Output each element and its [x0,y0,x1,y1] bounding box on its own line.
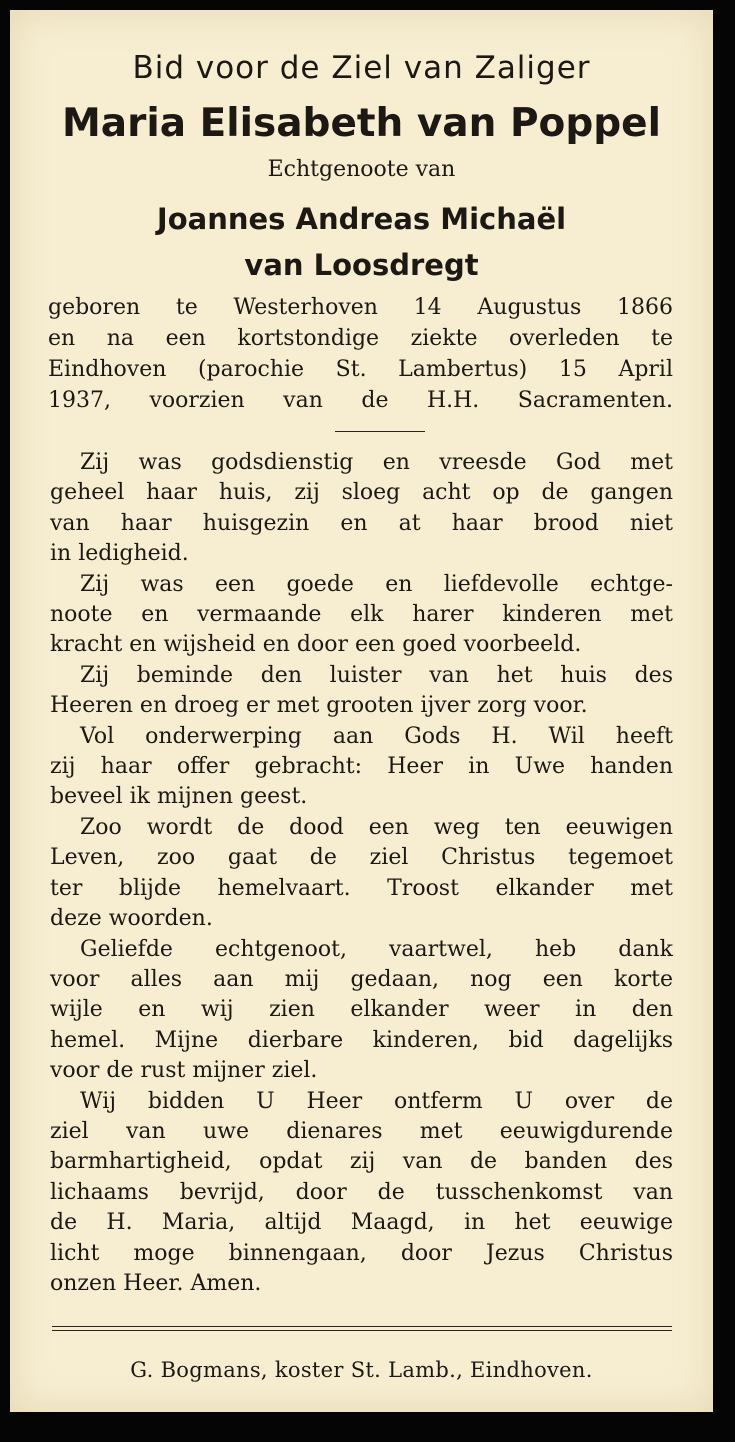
biography [48,292,673,416]
spouse-name-line: Joannes Andreas Michaël [156,202,567,236]
text-line: Heeren en droeg er met grooten ijver zorg voor. [50,693,588,719]
text-line: onzen Heer. Amen. [50,1270,262,1296]
text-line: ter blijde hemelvaart. Troost elkander met [50,875,673,901]
text-line: van haar huisgezin en at haar brood niet [50,510,673,536]
bio-line: en na een kortstondige ziekte overleden te [48,326,673,351]
text-line: deze woorden. [50,906,213,932]
deceased-name: Maria Elisabeth van Poppel [62,101,661,146]
card-heading: Bid voor de Ziel van Zaliger [132,50,591,86]
text-line: wijle en wij zien elkander weer in den [50,997,673,1023]
printer-credit: G. Bogmans, koster St. Lamb., Eindhoven. [130,1358,593,1382]
memorial-card [10,10,713,1412]
text-line: Zij was godsdienstig en vreesde God met [80,450,673,475]
paragraph [50,570,673,661]
paragraph [50,722,673,813]
spouse-prefix: Echtgenoote van [267,157,456,182]
paragraph [50,935,673,1087]
text-line: beveel ik mijnen geest. [50,784,308,810]
text-line: noote en vermaande elk harer kinderen met [50,602,673,628]
text-line: Zoo wordt de dood een weg ten eeuwigen [80,814,673,840]
text-line: voor alles aan mij gedaan, nog een korte [50,966,673,992]
text-line: de H. Maria, altijd Maagd, in het eeuwige [50,1210,673,1236]
prayer-text [50,448,673,1299]
spouse-name-line: van Loosdregt [244,248,479,282]
bio-line: geboren te Westerhoven 14 Augustus 1866 [48,295,673,320]
text-line: Wij bidden U Heer ontferm U over de [80,1088,673,1114]
text-line: voor de rust mijner ziel. [50,1058,318,1084]
text-line: geheel haar huis, zij sloeg acht op de gangen [50,480,673,506]
paragraph [50,661,673,722]
text-line: zij haar offer gebracht: Heer in Uwe handen [50,754,673,780]
text-line: hemel. Mijne dierbare kinderen, bid dagelijks [50,1027,673,1053]
paragraph [50,1087,673,1300]
paragraph [50,448,673,570]
text-line: licht moge binnengaan, door Jezus Christus [50,1240,673,1266]
text-line: lichaams bevrijd, door de tusschenkomst van [50,1179,673,1205]
divider [52,1326,672,1331]
text-line: Vol onderwerping aan Gods H. Wil heeft [80,723,673,749]
text-line: in ledigheid. [50,541,189,567]
bio-line: Eindhoven (parochie St. Lambertus) 15 April [48,357,673,382]
text-line: Zij was een goede en liefdevolle echtge- [80,571,673,597]
divider [335,431,425,432]
text-line: Zij beminde den luister van het huis des [80,662,673,688]
spouse-name [10,196,713,288]
text-line: barmhartigheid, opdat zij van de banden des [50,1149,673,1175]
text-line: Leven, zoo gaat de ziel Christus tegemoet [50,845,673,871]
paragraph [50,813,673,935]
bio-line: 1937, voorzien van de H.H. Sacramenten. [48,388,673,413]
text-line: kracht en wijsheid en door een goed voorbeeld. [50,632,582,658]
text-line: Geliefde echtgenoot, vaartwel, heb dank [80,936,673,962]
text-line: ziel van uwe dienares met eeuwigdurende [50,1118,673,1144]
